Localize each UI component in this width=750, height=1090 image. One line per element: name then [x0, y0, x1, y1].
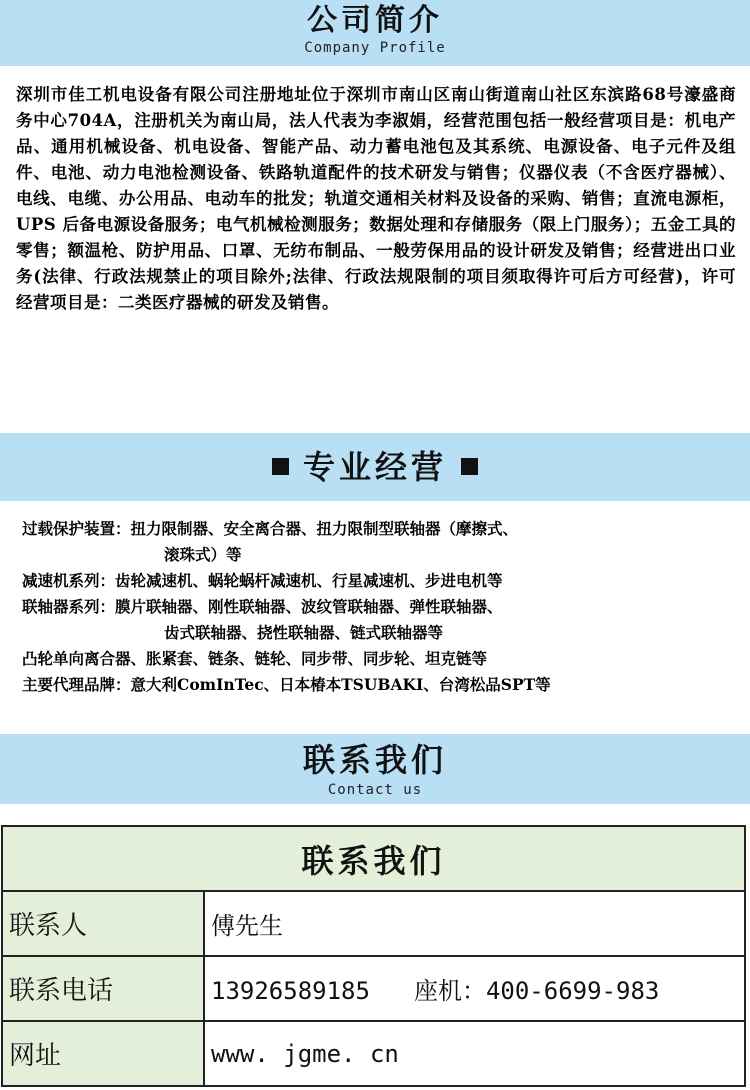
business-row: 滚珠式）等	[164, 545, 242, 564]
website-value[interactable]: www. jgme. cn	[204, 1021, 745, 1086]
contact-banner	[0, 734, 750, 804]
business-list	[22, 516, 750, 698]
contact-table-title: 联系我们	[2, 826, 745, 891]
contact-table	[1, 825, 746, 1087]
table-row	[2, 891, 745, 956]
website-label: 网址	[2, 1021, 204, 1086]
contact-subtitle: Contact us	[327, 782, 423, 798]
table-row	[2, 1021, 745, 1086]
square-bullet-icon	[272, 458, 289, 475]
table-row	[2, 956, 745, 1021]
company-profile-text: 深圳市佳工机电设备有限公司注册地址位于深圳市南山区南山街道南山社区东滨路68号濠盛商务中心704A，注册机关为南山局，法人代表为李淑娟，经营范围包括一般经营项目是：机电产品、通用机械设备、机电设备、智能产品、动力蓄电池包及其系统、电源设备、电子元件及组件、电池、动力电池检测设备、铁路轨道配件的技术研发与销售；仪器仪表（不含医疗器械）、电线、电缆、办公用品、电动车的批发；轨道交通相关材料及设备的采购、销售；直流电源柜，UPS 后备电源设备服务；电气机械检测服务；数据处理和存储服务（限上门服务）；五金工具的零售；额温枪、防护用品、口罩、无纺布制品、一般劳保用品的设计研发及销售；经营进出口业务(法律、行政法规禁止的项目除外;法律、行政法规限制的项目须取得许可后方可经营)，许可经营项目是：二类医疗器械的研发及销售。	[16, 85, 736, 312]
business-banner	[0, 433, 750, 501]
phone-value: 13926589185	[211, 977, 370, 1005]
business-row: 过载保护装置：扭力限制器、安全离合器、扭力限制型联轴器（摩擦式、	[22, 519, 519, 538]
landline-label: 座机：	[413, 977, 486, 1005]
business-row: 减速机系列：齿轮减速机、蜗轮蜗杆减速机、行星减速机、步进电机等	[22, 571, 503, 590]
business-title: 专业经营	[302, 448, 447, 486]
person-label: 联系人	[2, 891, 204, 956]
company-profile-title: 公司简介	[307, 3, 443, 38]
landline-value: 400-6699-983	[485, 977, 660, 1005]
business-row: 齿式联轴器、挠性联轴器、链式联轴器等	[164, 623, 444, 642]
company-profile-banner	[0, 0, 750, 66]
company-profile-subtitle: Company Profile	[304, 40, 446, 56]
business-row: 凸轮单向离合器、胀紧套、链条、链轮、同步带、同步轮、坦克链等	[22, 649, 488, 668]
square-bullet-icon	[461, 458, 478, 475]
contact-title: 联系我们	[302, 741, 447, 779]
phone-cell	[204, 956, 745, 1021]
person-value: 傅先生	[204, 891, 745, 956]
business-row: 联轴器系列：膜片联轴器、刚性联轴器、波纹管联轴器、弹性联轴器、	[22, 597, 503, 616]
business-row: 主要代理品牌：意大利ComInTec、日本椿本TSUBAKI、台湾松品SPT等	[22, 675, 551, 694]
phone-label: 联系电话	[2, 956, 204, 1021]
